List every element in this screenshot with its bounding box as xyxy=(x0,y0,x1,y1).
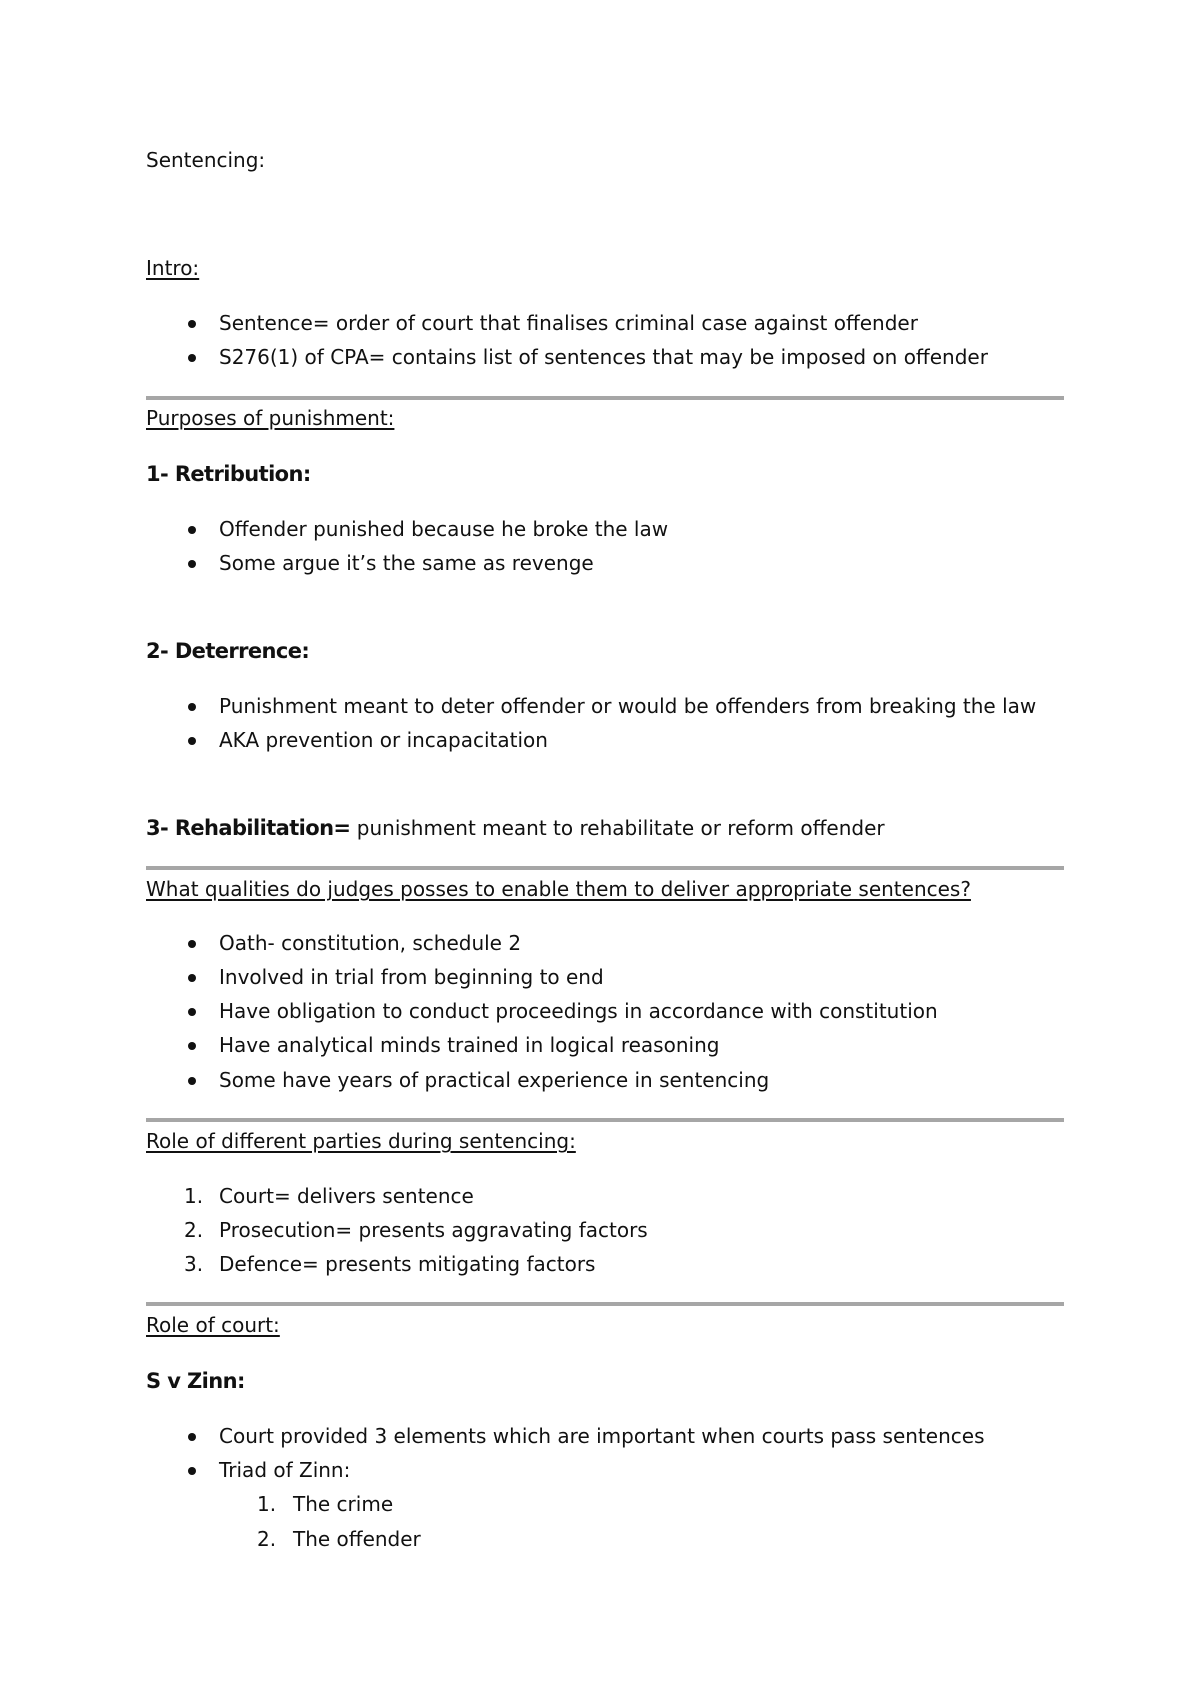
intro-heading: Intro: xyxy=(146,256,200,280)
list-item: Punishment meant to deter offender or would be offenders from breaking the law xyxy=(146,694,1036,718)
deterrence-heading: 2- Deterrence: xyxy=(146,639,310,663)
list-item: Some have years of practical experience in sentencing xyxy=(146,1068,769,1092)
list-item: Have analytical minds trained in logical reasoning xyxy=(146,1033,719,1057)
section-divider xyxy=(146,1302,1064,1306)
bullet-icon xyxy=(188,703,196,711)
list-item: Involved in trial from beginning to end xyxy=(146,965,604,989)
qualities-heading: What qualities do judges posses to enable them to deliver appropriate sentences? xyxy=(146,877,971,901)
bullet-icon xyxy=(188,354,196,362)
list-item: Sentence= order of court that finalises criminal case against offender xyxy=(146,311,918,335)
retribution-heading: 1- Retribution: xyxy=(146,462,311,486)
list-item: S276(1) of CPA= contains list of sentences that may be imposed on offender xyxy=(146,345,988,369)
rehabilitation-line xyxy=(146,816,885,840)
sub-list-item: 1. The crime xyxy=(257,1492,394,1516)
bullet-icon xyxy=(188,1008,196,1016)
case-heading: S v Zinn: xyxy=(146,1369,245,1393)
list-number: 3. xyxy=(184,1252,204,1276)
list-item: Oath- constitution, schedule 2 xyxy=(146,931,521,955)
list-item: Offender punished because he broke the law xyxy=(146,517,668,541)
bullet-icon xyxy=(188,940,196,948)
document-title: Sentencing: xyxy=(146,148,266,172)
section-divider xyxy=(146,396,1064,400)
bullet-icon xyxy=(188,1042,196,1050)
roles-heading: Role of different parties during sentencing: xyxy=(146,1129,576,1153)
bullet-icon xyxy=(188,526,196,534)
court-heading: Role of court: xyxy=(146,1313,280,1337)
rehabilitation-heading: 3- Rehabilitation= xyxy=(146,816,351,840)
list-item: Triad of Zinn: xyxy=(146,1458,350,1482)
list-item: Have obligation to conduct proceedings in accordance with constitution xyxy=(146,999,938,1023)
bullet-icon xyxy=(188,1467,196,1475)
list-number: 1. xyxy=(184,1184,204,1208)
list-item: 1. Court= delivers sentence xyxy=(184,1184,474,1208)
list-item: 3. Defence= presents mitigating factors xyxy=(184,1252,596,1276)
bullet-icon xyxy=(188,974,196,982)
rehabilitation-text: punishment meant to rehabilitate or reform offender xyxy=(350,816,885,840)
bullet-icon xyxy=(188,1077,196,1085)
bullet-icon xyxy=(188,320,196,328)
purposes-heading: Purposes of punishment: xyxy=(146,406,395,430)
bullet-icon xyxy=(188,737,196,745)
bullet-icon xyxy=(188,1433,196,1441)
sub-list-item: 2. The offender xyxy=(257,1527,421,1551)
list-number: 2. xyxy=(184,1218,204,1242)
list-number: 1. xyxy=(257,1492,277,1516)
section-divider xyxy=(146,1118,1064,1122)
section-divider xyxy=(146,866,1064,870)
list-number: 2. xyxy=(257,1527,277,1551)
bullet-icon xyxy=(188,560,196,568)
list-item: Some argue it’s the same as revenge xyxy=(146,551,594,575)
list-item: 2. Prosecution= presents aggravating factors xyxy=(184,1218,648,1242)
list-item: Court provided 3 elements which are important when courts pass sentences xyxy=(146,1424,985,1448)
list-item: AKA prevention or incapacitation xyxy=(146,728,548,752)
